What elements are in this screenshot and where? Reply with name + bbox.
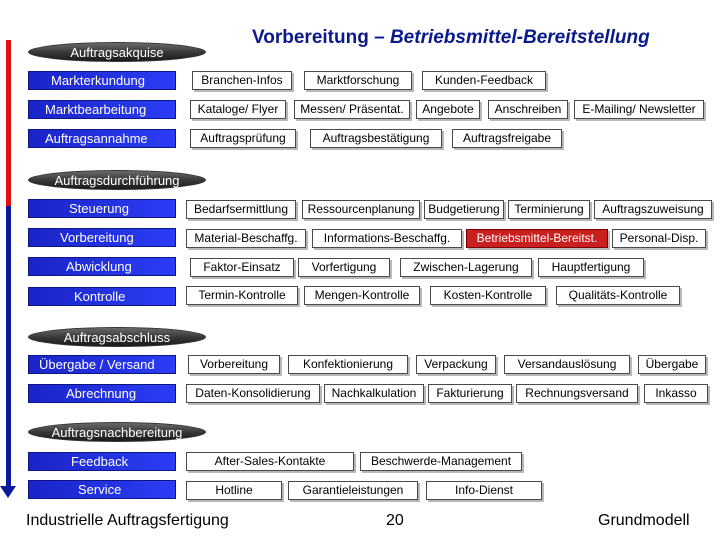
activity-e-mailing-newsletter: E-Mailing/ Newsletter [574, 100, 704, 119]
activity-nachkalkulation: Nachkalkulation [324, 384, 424, 403]
activity-zwischen-lagerung: Zwischen-Lagerung [400, 258, 532, 277]
activity-informations-beschaffg: Informations-Beschaffg. [312, 229, 462, 248]
title-main: Vorbereitung – [252, 27, 390, 48]
activity-mengen-kontrolle: Mengen-Kontrolle [304, 286, 420, 305]
activity-vorbereitung: Vorbereitung [188, 355, 280, 374]
step-markterkundung: Markterkundung [28, 71, 176, 90]
activity-termin-kontrolle: Termin-Kontrolle [186, 286, 298, 305]
activity-kataloge-flyer: Kataloge/ Flyer [190, 100, 286, 119]
step-auftragsannahme: Auftragsannahme [28, 129, 176, 148]
process-axis-upper [6, 40, 11, 206]
activity-auftragspruefung: Auftragsprüfung [190, 129, 296, 148]
phase-auftragsakquise: Auftragsakquise [28, 42, 206, 62]
activity-versandausloesung: Versandauslösung [504, 355, 630, 374]
process-axis-lower [6, 206, 11, 489]
activity-garantieleistungen: Garantieleistungen [288, 481, 418, 500]
page-title [252, 27, 650, 49]
activity-info-dienst: Info-Dienst [426, 481, 542, 500]
activity-marktforschung: Marktforschung [304, 71, 412, 90]
step-feedback: Feedback [28, 452, 176, 471]
step-marktbearbeitung: Marktbearbeitung [28, 100, 176, 119]
activity-betriebsmittel-bereitst: Betriebsmittel-Bereitst. [466, 229, 608, 248]
title-italic: Betriebsmittel-Bereitstellung [389, 27, 650, 48]
activity-kunden-feedback: Kunden-Feedback [422, 71, 546, 90]
activity-fakturierung: Fakturierung [428, 384, 512, 403]
activity-verpackung: Verpackung [416, 355, 496, 374]
step-service: Service [28, 480, 176, 499]
activity-terminierung: Terminierung [508, 200, 590, 219]
activity-ressourcenplanung: Ressourcenplanung [302, 200, 420, 219]
activity-inkasso: Inkasso [644, 384, 708, 403]
activity-rechnungsversand: Rechnungsversand [516, 384, 638, 403]
step-vorbereitung: Vorbereitung [28, 228, 176, 247]
activity-auftragsfreigabe: Auftragsfreigabe [452, 129, 562, 148]
activity-hotline: Hotline [186, 481, 282, 500]
activity-after-sales-kontakte: After-Sales-Kontakte [186, 452, 354, 471]
activity-konfektionierung: Konfektionierung [288, 355, 408, 374]
activity-anschreiben: Anschreiben [488, 100, 568, 119]
activity-auftragsbestaetigung: Auftragsbestätigung [310, 129, 442, 148]
phase-auftragsdurchfuehrung: Auftragsdurchführung [28, 170, 206, 190]
step-abwicklung: Abwicklung [28, 257, 176, 276]
arrow-down-icon [0, 486, 16, 498]
phase-auftragsabschluss: Auftragsabschluss [28, 327, 206, 347]
activity-vorfertigung: Vorfertigung [298, 258, 390, 277]
activity-branchen-infos: Branchen-Infos [192, 71, 292, 90]
activity-uebergabe: Übergabe [638, 355, 706, 374]
page-number: 20 [386, 512, 404, 529]
activity-beschwerde-management: Beschwerde-Management [360, 452, 522, 471]
step-kontrolle: Kontrolle [28, 287, 176, 306]
step-steuerung: Steuerung [28, 199, 176, 218]
activity-qualitaets-kontrolle: Qualitäts-Kontrolle [556, 286, 680, 305]
activity-daten-konsolidierung: Daten-Konsolidierung [186, 384, 320, 403]
activity-hauptfertigung: Hauptfertigung [538, 258, 644, 277]
step-uebergabe-versand: Übergabe / Versand [28, 355, 176, 374]
activity-kosten-kontrolle: Kosten-Kontrolle [430, 286, 546, 305]
footer-right: Grundmodell [598, 512, 690, 529]
activity-faktor-einsatz: Faktor-Einsatz [190, 258, 294, 277]
activity-budgetierung: Budgetierung [424, 200, 504, 219]
activity-angebote: Angebote [416, 100, 480, 119]
phase-auftragsnachbereitung: Auftragsnachbereitung [28, 422, 206, 442]
activity-messen-praesentat: Messen/ Präsentat. [294, 100, 410, 119]
activity-material-beschaffg: Material-Beschaffg. [186, 229, 306, 248]
footer-left: Industrielle Auftragsfertigung [26, 512, 229, 529]
activity-bedarfsermittlung: Bedarfsermittlung [186, 200, 296, 219]
activity-personal-disp: Personal-Disp. [612, 229, 706, 248]
activity-auftragszuweisung: Auftragszuweisung [594, 200, 712, 219]
step-abrechnung: Abrechnung [28, 384, 176, 403]
